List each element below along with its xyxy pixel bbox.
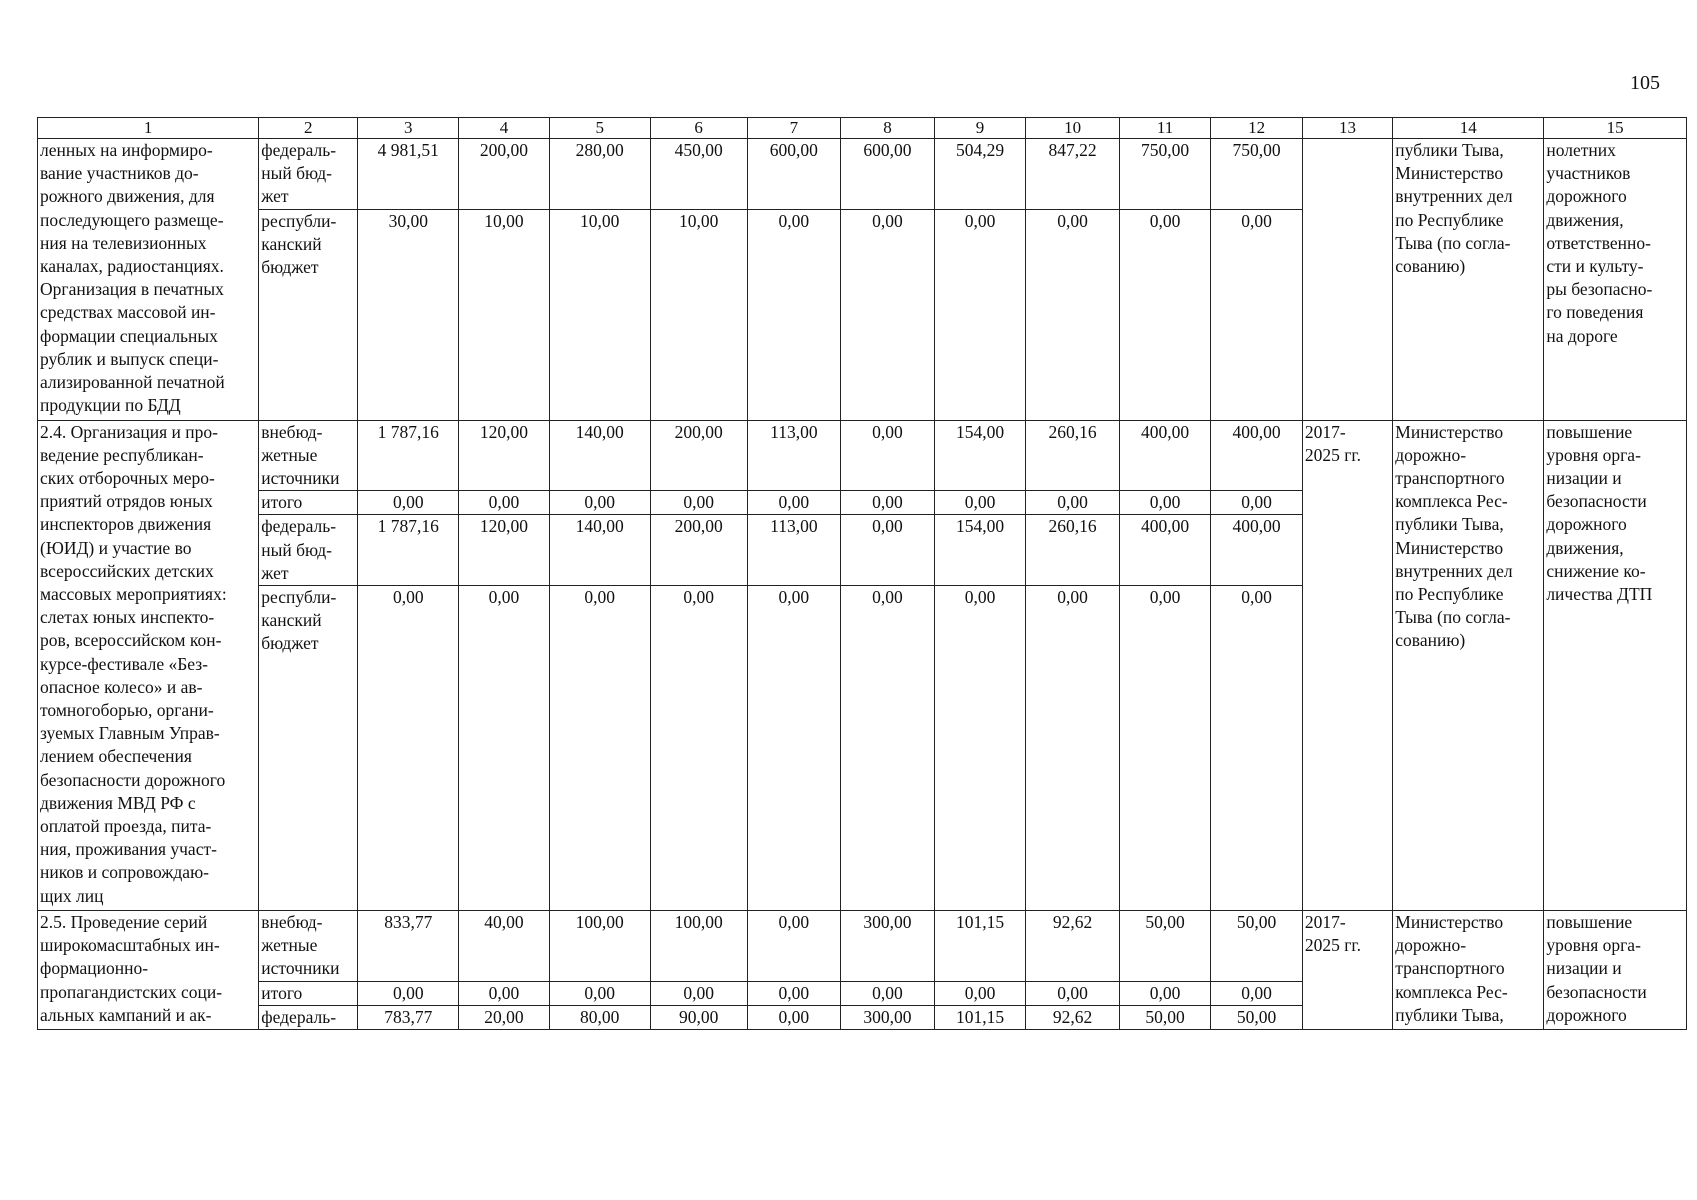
amount-cell: 0,00 (650, 981, 747, 1005)
amount-cell: 260,16 (1026, 515, 1120, 586)
amount-cell: 0,00 (841, 209, 935, 420)
amount-cell: 20,00 (459, 1005, 549, 1029)
amount-cell: 400,00 (1119, 420, 1210, 491)
amount-cell: 90,00 (650, 1005, 747, 1029)
amount-cell: 0,00 (459, 586, 549, 911)
amount-cell: 0,00 (459, 981, 549, 1005)
amount-cell: 100,00 (650, 911, 747, 982)
column-number: 14 (1393, 118, 1544, 139)
funding-source: республи- канский бюджет (259, 586, 358, 911)
amount-cell: 0,00 (1119, 209, 1210, 420)
amount-cell: 400,00 (1211, 515, 1302, 586)
amount-cell: 0,00 (747, 491, 841, 515)
amount-cell: 140,00 (549, 420, 650, 491)
amount-cell: 92,62 (1026, 1005, 1120, 1029)
column-number: 11 (1119, 118, 1210, 139)
table-row (38, 139, 1687, 210)
amount-cell: 783,77 (358, 1005, 459, 1029)
amount-cell: 0,00 (841, 981, 935, 1005)
amount-cell: 750,00 (1119, 139, 1210, 210)
amount-cell: 504,29 (934, 139, 1025, 210)
responsible-executor: Министерство дорожно- транспортного комплекса Рес- публики Тыва, (1393, 911, 1544, 1030)
amount-cell: 0,00 (1026, 209, 1120, 420)
funding-source: внебюд- жетные источники (259, 420, 358, 491)
amount-cell: 0,00 (1119, 586, 1210, 911)
funding-source: федераль- (259, 1005, 358, 1029)
activity-description: ленных на информиро- вание участников до- рожного движения, для последующего размеще- ния на телевизионных каналах, радиостанциях. Организация в печатных средствах массовой ин- формации специальных рублик и выпуск специ- ализированной печатной продукции по БДД (38, 139, 259, 421)
amount-cell: 100,00 (549, 911, 650, 982)
amount-cell: 400,00 (1211, 420, 1302, 491)
amount-cell: 154,00 (934, 515, 1025, 586)
amount-cell: 260,16 (1026, 420, 1120, 491)
amount-cell: 750,00 (1211, 139, 1302, 210)
amount-cell: 0,00 (1211, 209, 1302, 420)
amount-cell: 300,00 (841, 911, 935, 982)
amount-cell: 0,00 (747, 1005, 841, 1029)
expected-result: повышение уровня орга- низации и безопасности дорожного движения, снижение ко- личества ДТП (1544, 420, 1687, 910)
amount-cell: 10,00 (549, 209, 650, 420)
activity-description: 2.4. Организация и про- ведение республикан- ских отборочных меро- приятий отрядов юных инспекторов движения (ЮИД) и участие во всероссийских детских массовых мероприятиях: слетах юных инспекто- ров, всероссийском кон- курсе-фестивале «Без- опасное колесо» и ав- томногоборью, органи- зуемых Главным Управ- лением обеспечения безопасности дорожного движения МВД РФ с оплатой проезда, пита- ния, проживания участ- ников и сопровождаю- щих лиц (38, 420, 259, 910)
amount-cell: 0,00 (841, 586, 935, 911)
funding-source: итого (259, 491, 358, 515)
column-number: 8 (841, 118, 935, 139)
amount-cell: 0,00 (934, 586, 1025, 911)
responsible-executor: публики Тыва, Министерство внутренних дел по Республике Тыва (по согла- сованию) (1393, 139, 1544, 421)
amount-cell: 0,00 (549, 586, 650, 911)
amount-cell: 0,00 (1211, 586, 1302, 911)
amount-cell: 0,00 (1119, 981, 1210, 1005)
amount-cell: 4 981,51 (358, 139, 459, 210)
amount-cell: 80,00 (549, 1005, 650, 1029)
amount-cell: 1 787,16 (358, 515, 459, 586)
amount-cell: 600,00 (841, 139, 935, 210)
amount-cell: 200,00 (650, 515, 747, 586)
amount-cell: 101,15 (934, 911, 1025, 982)
amount-cell: 0,00 (934, 981, 1025, 1005)
amount-cell: 0,00 (650, 586, 747, 911)
implementation-period (1302, 139, 1392, 421)
amount-cell: 40,00 (459, 911, 549, 982)
amount-cell: 847,22 (1026, 139, 1120, 210)
header-row (38, 118, 1687, 139)
amount-cell: 0,00 (747, 981, 841, 1005)
column-number: 7 (747, 118, 841, 139)
table-row (38, 911, 1687, 982)
funding-source: республи- канский бюджет (259, 209, 358, 420)
column-number: 9 (934, 118, 1025, 139)
amount-cell: 120,00 (459, 515, 549, 586)
amount-cell: 200,00 (650, 420, 747, 491)
amount-cell: 113,00 (747, 515, 841, 586)
amount-cell: 0,00 (459, 491, 549, 515)
amount-cell: 0,00 (1119, 491, 1210, 515)
amount-cell: 400,00 (1119, 515, 1210, 586)
amount-cell: 0,00 (841, 515, 935, 586)
funding-source: внебюд- жетные источники (259, 911, 358, 982)
amount-cell: 0,00 (358, 981, 459, 1005)
funding-source: федераль- ный бюд- жет (259, 515, 358, 586)
column-number: 15 (1544, 118, 1687, 139)
responsible-executor: Министерство дорожно- транспортного комплекса Рес- публики Тыва, Министерство внутренних дел по Республике Тыва (по согла- сованию) (1393, 420, 1544, 910)
amount-cell: 300,00 (841, 1005, 935, 1029)
amount-cell: 0,00 (358, 491, 459, 515)
amount-cell: 101,15 (934, 1005, 1025, 1029)
table-row (38, 420, 1687, 491)
column-number: 10 (1026, 118, 1120, 139)
column-number: 12 (1211, 118, 1302, 139)
column-number: 4 (459, 118, 549, 139)
amount-cell: 0,00 (747, 911, 841, 982)
funding-source: федераль- ный бюд- жет (259, 139, 358, 210)
amount-cell: 92,62 (1026, 911, 1120, 982)
expected-result: нолетних участников дорожного движения, ответственно- сти и культу- ры безопасно- го поведения на дороге (1544, 139, 1687, 421)
amount-cell: 0,00 (1211, 491, 1302, 515)
program-activities-table (37, 117, 1687, 1030)
amount-cell: 450,00 (650, 139, 747, 210)
column-number: 6 (650, 118, 747, 139)
column-number: 13 (1302, 118, 1392, 139)
column-number: 3 (358, 118, 459, 139)
amount-cell: 0,00 (1026, 491, 1120, 515)
amount-cell: 50,00 (1119, 1005, 1210, 1029)
amount-cell: 140,00 (549, 515, 650, 586)
amount-cell: 0,00 (841, 491, 935, 515)
amount-cell: 10,00 (459, 209, 549, 420)
amount-cell: 10,00 (650, 209, 747, 420)
amount-cell: 1 787,16 (358, 420, 459, 491)
amount-cell: 0,00 (549, 491, 650, 515)
amount-cell: 120,00 (459, 420, 549, 491)
column-number: 2 (259, 118, 358, 139)
amount-cell: 113,00 (747, 420, 841, 491)
amount-cell: 833,77 (358, 911, 459, 982)
amount-cell: 0,00 (934, 491, 1025, 515)
amount-cell: 50,00 (1211, 911, 1302, 982)
column-number: 5 (549, 118, 650, 139)
implementation-period: 2017- 2025 гг. (1302, 420, 1392, 910)
amount-cell: 50,00 (1119, 911, 1210, 982)
amount-cell: 0,00 (549, 981, 650, 1005)
expected-result: повышение уровня орга- низации и безопасности дорожного (1544, 911, 1687, 1030)
amount-cell: 0,00 (650, 491, 747, 515)
amount-cell: 0,00 (1026, 586, 1120, 911)
amount-cell: 600,00 (747, 139, 841, 210)
amount-cell: 200,00 (459, 139, 549, 210)
amount-cell: 0,00 (841, 420, 935, 491)
amount-cell: 280,00 (549, 139, 650, 210)
amount-cell: 0,00 (1211, 981, 1302, 1005)
funding-source: итого (259, 981, 358, 1005)
implementation-period: 2017- 2025 гг. (1302, 911, 1392, 1030)
amount-cell: 0,00 (1026, 981, 1120, 1005)
page-number: 105 (1630, 72, 1660, 94)
amount-cell: 50,00 (1211, 1005, 1302, 1029)
amount-cell: 30,00 (358, 209, 459, 420)
column-number: 1 (38, 118, 259, 139)
amount-cell: 154,00 (934, 420, 1025, 491)
amount-cell: 0,00 (358, 586, 459, 911)
activity-description: 2.5. Проведение серий широкомасштабных ин- формационно- пропагандистских соци- альных кампаний и ак- (38, 911, 259, 1030)
amount-cell: 0,00 (934, 209, 1025, 420)
amount-cell: 0,00 (747, 586, 841, 911)
amount-cell: 0,00 (747, 209, 841, 420)
